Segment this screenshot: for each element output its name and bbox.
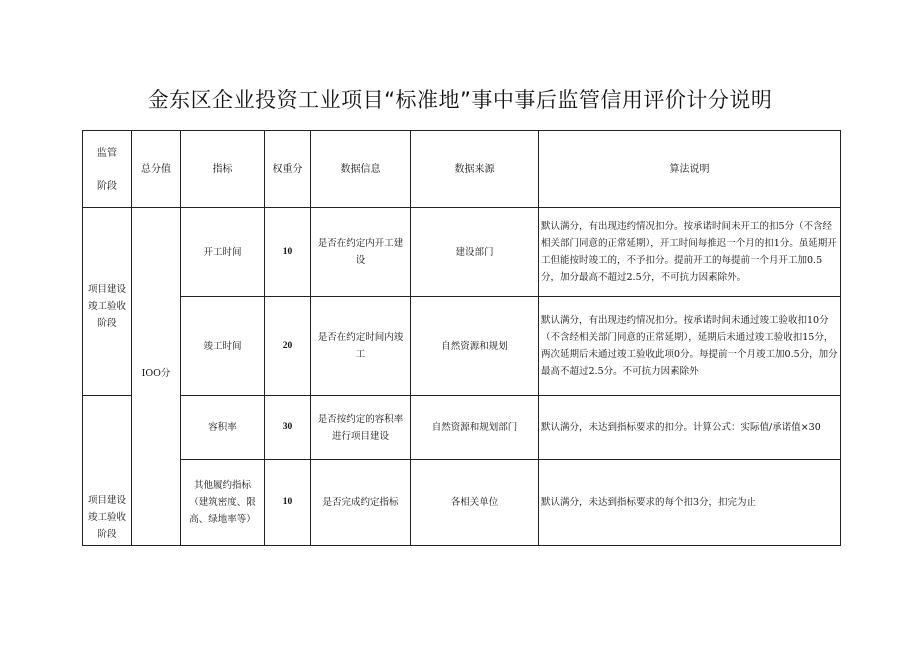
header-row xyxy=(83,131,841,208)
header-stage-line2: 阶段 xyxy=(97,181,117,192)
table-row xyxy=(83,460,841,546)
data-source-cell: 自然资源和规划部门 xyxy=(411,396,539,460)
data-info-cell: 是否在约定内开工建设 xyxy=(311,208,411,297)
weight-cell: 10 xyxy=(265,460,311,546)
data-info-cell: 是否完成约定指标 xyxy=(311,460,411,546)
table-row xyxy=(83,297,841,396)
header-weight: 权重分 xyxy=(265,131,311,208)
phase-cell-bottom: 项目建设竣工验收阶段 xyxy=(83,396,132,546)
data-info-cell: 是否按约定的容积率进行项目建设 xyxy=(311,396,411,460)
algorithm-cell: 默认满分，未达到指标要求的每个扣3分，扣完为止 xyxy=(539,460,841,546)
data-source-cell: 各相关单位 xyxy=(411,460,539,546)
indicator-cell: 竣工时间 xyxy=(181,297,265,396)
data-source-cell: 自然资源和规划 xyxy=(411,297,539,396)
data-info-cell: 是否在约定时间内竣工 xyxy=(311,297,411,396)
indicator-cell: 容积率 xyxy=(181,396,265,460)
algorithm-cell: 默认满分，有出现违约情况扣分。按承诺时间未通过竣工验收扣10分（不含经相关部门同意的正常延期），延期后未通过竣工验收扣15分，两次延期后未通过竣工验收此项0分。每提前一个月竣工加0.5分，加分最高不超过2.5分。不可抗力因素除外 xyxy=(539,297,841,396)
weight-cell: 20 xyxy=(265,297,311,396)
header-indicator: 指标 xyxy=(181,131,265,208)
total-score-cell: IOO分 xyxy=(132,208,181,546)
phase-cell-top: 项目建设竣工验收阶段 xyxy=(83,208,132,396)
indicator-cell: 开工时间 xyxy=(181,208,265,297)
weight-cell: 10 xyxy=(265,208,311,297)
header-data-info: 数据信息 xyxy=(311,131,411,208)
header-total: 总分值 xyxy=(132,131,181,208)
header-algorithm: 算法说明 xyxy=(539,131,841,208)
header-data-source: 数据来源 xyxy=(411,131,539,208)
weight-cell: 30 xyxy=(265,396,311,460)
header-stage xyxy=(83,131,132,208)
data-source-cell: 建设部门 xyxy=(411,208,539,297)
header-stage-line1: 监管 xyxy=(97,148,117,159)
page-title: 金东区企业投资工业项目“标准地”事中事后监管信用评价计分说明 xyxy=(147,88,773,112)
algorithm-cell: 默认满分，未达到指标要求的扣分。计算公式：实际值/承诺值×30 xyxy=(539,396,841,460)
scoring-table xyxy=(82,130,841,546)
table-row xyxy=(83,396,841,460)
indicator-cell: 其他履约指标（建筑密度、限高、绿地率等） xyxy=(181,460,265,546)
table-row xyxy=(83,208,841,297)
algorithm-cell: 默认满分，有出现违约情况扣分。按承诺时间未开工的扣5分（不含经相关部门同意的正常延期），开工时间每推迟一个月的扣1分。虽延期开工但能按时竣工的，不予扣分。提前开工的每提前一个月开工加0.5分，加分最高不超过2.5分，不可抗力因素除外。 xyxy=(539,208,841,297)
